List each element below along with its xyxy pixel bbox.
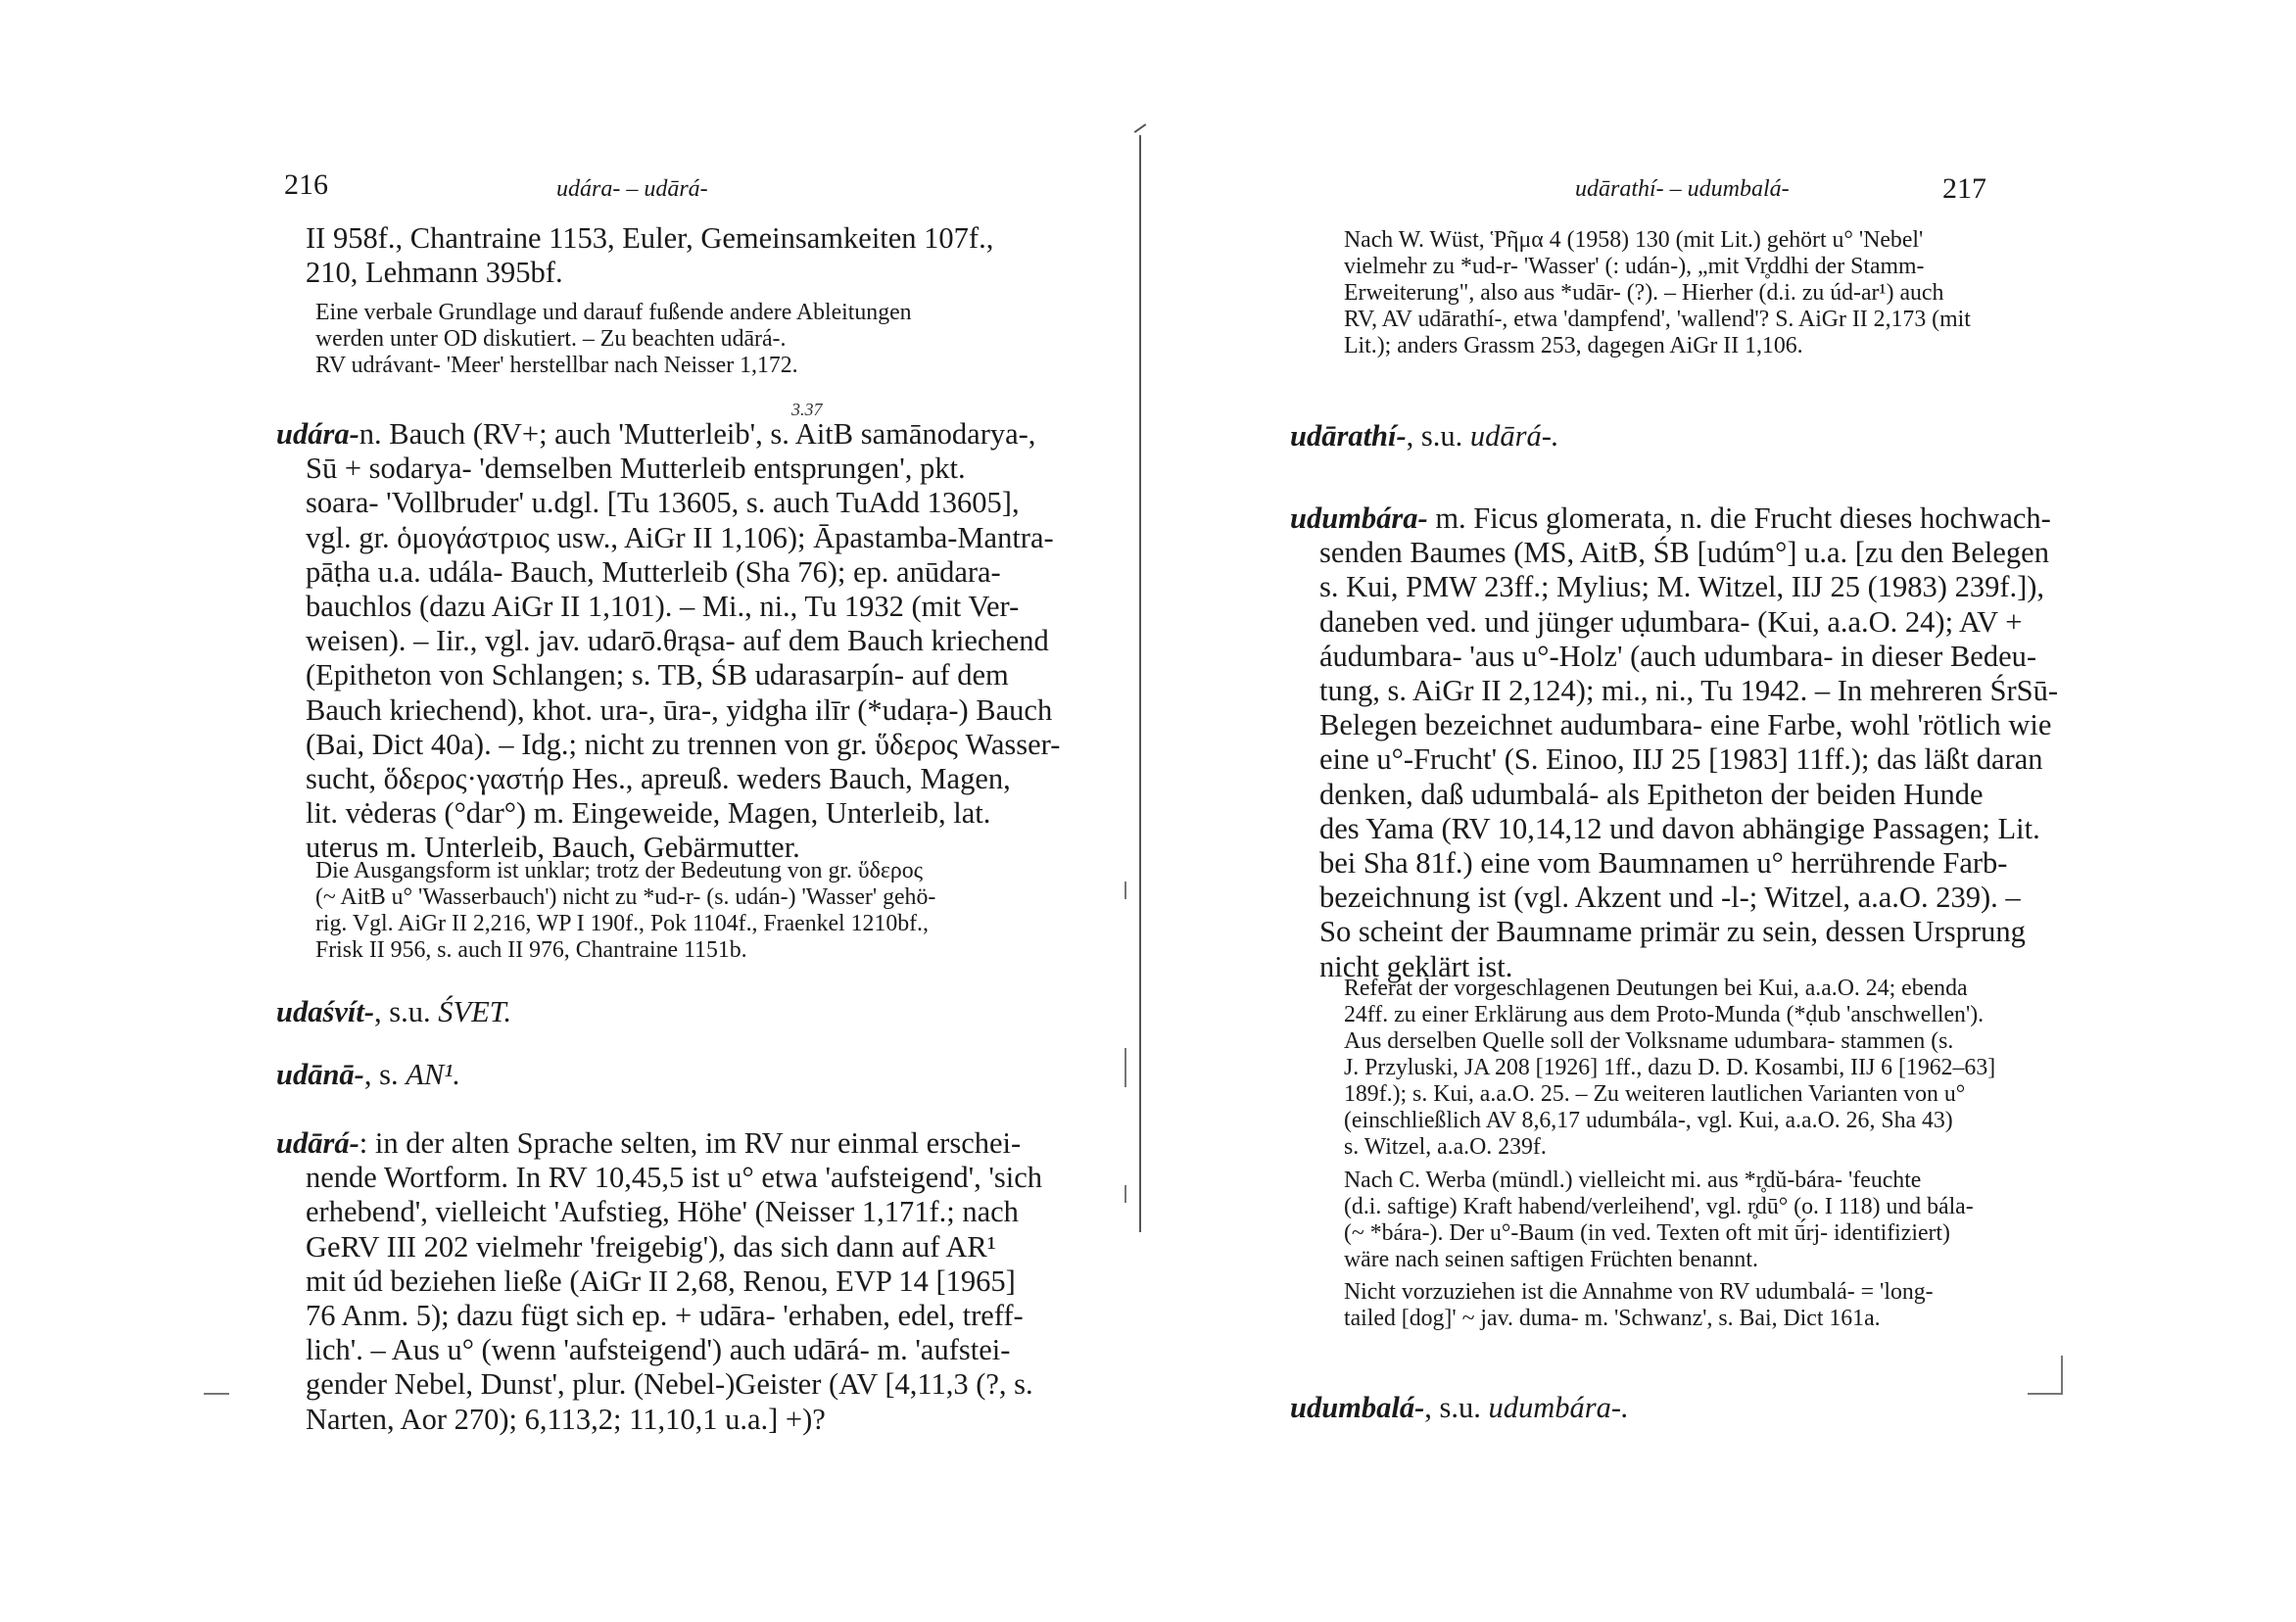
cross-reference: ŚVET. — [438, 995, 512, 1028]
note-line: (~ *bára-). Der u°-Baum (in ved. Texten oft mit ū́rj- identifiziert) — [1344, 1220, 1950, 1246]
headword: udārá- — [276, 1126, 359, 1160]
entry-text: m. Ficus glomerata, n. die Frucht dieses hochwach- — [1427, 501, 2051, 535]
note-line: 189f.); s. Kui, a.a.O. 25. – Zu weiteren lautlichen Varianten von u° — [1344, 1081, 1966, 1107]
note-line: tailed [dog]' ~ jav. duma- m. 'Schwanz', s. Bai, Dict 161a. — [1344, 1306, 1881, 1331]
text-line: 76 Anm. 5); dazu fügt sich ep. + udāra- 'erhaben, edel, treff- — [306, 1299, 1024, 1333]
cross-reference-entry — [1290, 419, 1559, 453]
entry-first-line — [276, 1126, 1022, 1161]
pencil-annotation: 3.37 — [791, 400, 823, 419]
text-line: soara- 'Vollbruder' u.dgl. [Tu 13605, s. auch TuAdd 13605], — [306, 486, 1020, 520]
note-line: (~ AitB u° 'Wasserbauch') nicht zu *ud-r- (s. udán-) 'Wasser' gehö- — [315, 884, 936, 910]
text-line: Bauch kriechend), khot. ura-, ūra-, yidgha ilīr (*udaṛa-) Bauch — [306, 692, 1053, 727]
dictionary-entry — [276, 1126, 1042, 1437]
text-line: daneben ved. und jünger uḍumbara- (Kui, a.a.O. 24); AV + — [1319, 604, 2023, 639]
right-page — [1141, 0, 2296, 1622]
text-line: Sū + sodarya- 'demselben Mutterleib entsprungen', pkt. — [306, 452, 966, 486]
note-block — [1344, 227, 2026, 359]
note-line: Frisk II 956, s. auch II 976, Chantraine 1151b. — [315, 937, 747, 963]
note-line: vielmehr zu *ud-r- 'Wasser' (: udán-), „mit Vr̥ddhi der Stamm- — [1344, 254, 1925, 279]
dictionary-entry — [1290, 501, 2059, 984]
entry-text: , s.u. — [373, 995, 439, 1028]
entry-text: : in der alten Sprache selten, im RV nur einmal erschei- — [359, 1126, 1022, 1160]
note-line: J. Przyluski, JA 208 [1926] 1ff., dazu D. D. Kosambi, IIJ 6 [1962–63] — [1344, 1055, 1996, 1080]
cross-reference-entry — [276, 1058, 460, 1092]
text-line: denken, daß udumbalá- als Epitheton der beiden Hunde — [1319, 777, 1984, 811]
note-line: Eine verbale Grundlage und darauf fußende andere Ableitungen — [315, 300, 912, 325]
note-line: Erweiterung", also aus *udār- (?). – Hierher (d.i. zu úd-ar¹) auch — [1344, 280, 1944, 306]
text-line: bei Sha 81f.) eine vom Baumnamen u° herrührende Farb- — [1319, 846, 2008, 881]
text-line: (Bai, Dict 40a). – Idg.; nicht zu trennen von gr. ὕδερος Wasser- — [306, 727, 1061, 761]
note-line: Aus derselben Quelle soll der Volksname udumbara- stammen (s. — [1344, 1028, 1954, 1054]
headword: udaśvít- — [276, 995, 374, 1028]
text-line: nicht geklärt ist. — [1319, 949, 1513, 983]
text-line: pāṭha u.a. udála- Bauch, Mutterleib (Sha 76); ep. anūdara- — [306, 554, 1001, 589]
text-line: eine u°-Frucht' (S. Einoo, IIJ 25 [1983] 11ff.); das läßt daran — [1319, 742, 2043, 777]
running-head: udārathí- – udumbalá- — [1575, 176, 1790, 202]
text-line: II 958f., Chantraine 1153, Euler, Gemeinsamkeiten 107f., — [306, 221, 994, 255]
entry-text: , s.u. — [1406, 419, 1470, 453]
note-line: Die Ausgangsform ist unklar; trotz der Bedeutung von gr. ὕδερος — [315, 858, 924, 883]
page-number: 217 — [1942, 172, 1986, 205]
text-line: erhebend', vielleicht 'Aufstieg, Höhe' (Neisser 1,171f.; nach — [306, 1195, 1019, 1229]
page-number: 216 — [284, 168, 328, 201]
entry-first-line — [1290, 501, 2051, 536]
text-line: nende Wortform. In RV 10,45,5 ist u° etwa 'aufsteigend', 'sich — [306, 1161, 1042, 1195]
text-line: s. Kui, PMW 23ff.; Mylius; M. Witzel, IIJ 25 (1983) 239f.]), — [1319, 570, 2045, 604]
note-line: (d.i. saftige) Kraft habend/verleihend', vgl. r̥dū° (o. I 118) und bála- — [1344, 1194, 1974, 1219]
cross-reference: udumbára-. — [1488, 1391, 1629, 1424]
text-line: áudumbara- 'aus u°-Holz' (auch udumbara- in dieser Bedeu- — [1319, 639, 2037, 673]
text-line: gender Nebel, Dunst', plur. (Nebel-)Geister (AV [4,11,3 (?, s. — [306, 1367, 1033, 1402]
headword: udārathí- — [1290, 419, 1407, 453]
text-line: Belegen bezeichnet audumbara- eine Farbe, wohl 'rötlich wie — [1319, 708, 2052, 742]
note-line: Nach C. Werba (mündl.) vielleicht mi. aus *r̥dŭ-bára- 'feuchte — [1344, 1168, 1922, 1193]
text-line: (Epitheton von Schlangen; s. TB, ŚB udarasarpín- auf dem — [306, 658, 1009, 692]
entry-first-line — [276, 417, 1036, 452]
cross-reference: udārá-. — [1469, 419, 1559, 453]
note-line: (einschließlich AV 8,6,17 udumbála-, vgl. Kui, a.a.O. 26, Sha 43) — [1344, 1108, 1953, 1133]
entry-text: , s. — [363, 1058, 407, 1091]
note-line: wäre nach seinen saftigen Früchten benannt. — [1344, 1247, 1758, 1272]
headword: udumbalá- — [1290, 1391, 1425, 1424]
text-line: tung, s. AiGr II 2,124); mi., ni., Tu 1942. – In mehreren ŚrSū- — [1319, 674, 2059, 708]
note-block — [1344, 976, 2026, 1161]
note-line: Referat der vorgeschlagenen Deutungen bei Kui, a.a.O. 24; ebenda — [1344, 976, 1968, 1001]
text-line: lit. vėderas (°dar°) m. Eingeweide, Magen, Unterleib, lat. — [306, 796, 991, 831]
cross-reference-entry — [276, 995, 511, 1029]
text-line: des Yama (RV 10,14,12 und davon abhängige Passagen; Lit. — [1319, 811, 2040, 845]
note-block — [315, 858, 997, 964]
entry-text: n. Bauch (RV+; auch 'Mutterleib', s. AitB samānodarya-, — [359, 417, 1036, 451]
text-line: bauchlos (dazu AiGr II 1,101). – Mi., ni., Tu 1932 (mit Ver- — [306, 590, 1020, 624]
note-line: werden unter OD diskutiert. – Zu beachten udārá-. — [315, 326, 787, 352]
entry-text: , s.u. — [1424, 1391, 1489, 1424]
dictionary-entry — [276, 417, 1061, 866]
running-head: udára- – udārá- — [556, 176, 708, 202]
note-line: RV udrávant- 'Meer' herstellbar nach Neisser 1,172. — [315, 353, 798, 378]
text-line: lich'. – Aus u° (wenn 'aufsteigend') auch udārá- m. 'aufstei- — [306, 1333, 1011, 1367]
text-line: mit úd beziehen ließe (AiGr II 2,68, Renou, EVP 14 [1965] — [306, 1264, 1016, 1298]
headword: udára- — [276, 417, 359, 451]
note-line: RV, AV udārathí-, etwa 'dampfend', 'wallend'? S. AiGr II 2,173 (mit — [1344, 307, 1971, 332]
note-block — [1344, 1168, 2026, 1273]
note-line: s. Witzel, a.a.O. 239f. — [1344, 1134, 1547, 1160]
text-line: 210, Lehmann 395bf. — [306, 256, 563, 290]
cross-reference-entry — [1290, 1391, 1629, 1425]
text-line: vgl. gr. ὁμογάστριος usw., AiGr II 1,106); Āpastamba-Mantra- — [306, 520, 1054, 554]
text-line: bezeichnung ist (vgl. Akzent und -l-; Witzel, a.a.O. 239). – — [1319, 881, 2021, 915]
note-block — [315, 300, 997, 379]
note-line: rig. Vgl. AiGr II 2,216, WP I 190f., Pok 1104f., Fraenkel 1210bf., — [315, 911, 929, 936]
text-line: GeRV III 202 vielmehr 'freigebig'), das sich dann auf AR¹ — [306, 1229, 996, 1264]
note-line: 24ff. zu einer Erklärung aus dem Proto-Munda (*ḍub 'anschwellen'). — [1344, 1002, 1985, 1027]
note-line: Nicht vorzuziehen ist die Annahme von RV udumbalá- = 'long- — [1344, 1279, 1934, 1305]
text-line: weisen). – Iir., vgl. jav. udarō.θrąsa- auf dem Bauch kriechend — [306, 624, 1049, 658]
headword: udumbára- — [1290, 501, 1428, 535]
text-line: So scheint der Baumname primär zu sein, dessen Ursprung — [1319, 915, 2026, 949]
cross-reference: AN¹. — [406, 1058, 460, 1091]
note-block — [1344, 1279, 2026, 1332]
continuation-text — [306, 221, 997, 290]
text-line: uterus m. Unterleib, Bauch, Gebärmutter. — [306, 831, 800, 865]
text-line: senden Baumes (MS, AitB, ŚB [udúm°] u.a. [zu den Belegen — [1319, 536, 2049, 570]
note-line: Lit.); anders Grassm 253, dagegen AiGr II 1,106. — [1344, 333, 1803, 358]
left-page — [0, 0, 1141, 1622]
note-line: Nach W. Wüst, Ῥῆμα 4 (1958) 130 (mit Lit.) gehört u° 'Nebel' — [1344, 227, 1924, 253]
text-line: Narten, Aor 270); 6,113,2; 11,10,1 u.a.] +)? — [306, 1402, 826, 1436]
text-line: sucht, ὅδερος·γαστήρ Hes., apreuß. weders Bauch, Magen, — [306, 762, 1011, 796]
headword: udānā- — [276, 1058, 364, 1091]
